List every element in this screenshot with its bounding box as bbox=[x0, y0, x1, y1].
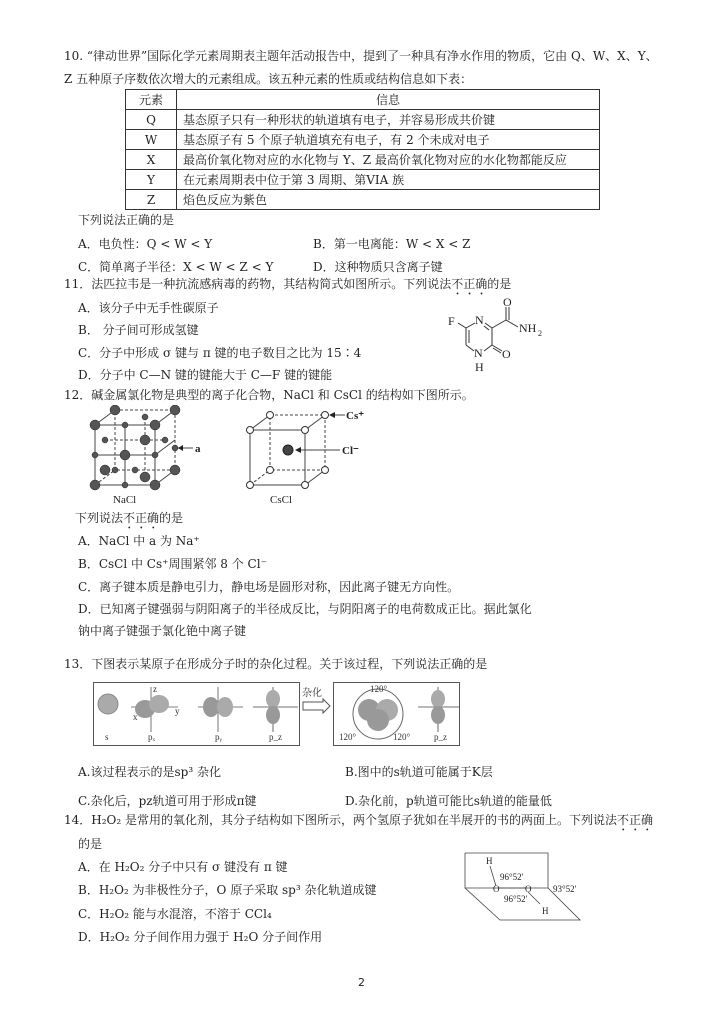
q10-stem-line1: 10. “律动世界”国际化学元素周期表主题年活动报告中，提到了一种具有净水作用的物质，它由 Q、W、X、Y、 bbox=[64, 49, 658, 63]
table-row bbox=[126, 190, 600, 210]
orbital-label-pz: p_z bbox=[269, 732, 282, 742]
table-row bbox=[126, 170, 600, 190]
q14-option-c: C．H₂O₂ 能与水混溶，不溶于 CCl₄ bbox=[78, 907, 272, 921]
axis-y-label: y bbox=[175, 706, 180, 716]
favipiravir-structure bbox=[440, 295, 560, 380]
structure-label-h: H bbox=[475, 360, 484, 374]
orbital-label-px: pₓ bbox=[148, 732, 156, 742]
q13-option-c: C.杂化后，pz轨道可用于形成π键 bbox=[78, 794, 257, 808]
angle-label-right: 120° bbox=[393, 732, 411, 742]
q11-stem-pre: 11．法匹拉韦是一种抗流感病毒的药物，其结构简式如图所示。下列说法 bbox=[64, 277, 452, 291]
cscl-crystal-figure bbox=[245, 405, 375, 505]
q11-option-a: A．该分子中无手性碳原子 bbox=[78, 301, 219, 315]
q11-option-d: D．分子中 C—N 键的键能大于 C—F 键的键能 bbox=[78, 368, 333, 382]
table-cell-element: Y bbox=[126, 170, 177, 190]
q12-option-d-line2: 钠中离子键强于氯化铯中离子键 bbox=[78, 624, 247, 638]
structure-label-nh: NH bbox=[519, 321, 537, 335]
h2o2-dihedral-angle: 93°52′ bbox=[553, 884, 577, 894]
angle-label-left: 120° bbox=[339, 732, 357, 742]
table-cell-element: X bbox=[126, 150, 177, 170]
structure-label-o2: O bbox=[502, 347, 511, 361]
page-number: 2 bbox=[358, 976, 365, 989]
q11-stem-post: 的是 bbox=[487, 277, 512, 291]
table-header-info: 信息 bbox=[177, 90, 600, 110]
nacl-crystal-figure bbox=[85, 405, 215, 505]
q10-stem-line2: Z 五种原子序数依次增大的元素组成。该五种元素的性质或结构信息如下表： bbox=[64, 72, 473, 86]
h2o2-label-o2: O bbox=[525, 884, 532, 894]
q10-prompt: 下列说法正确的是 bbox=[78, 213, 175, 227]
q14-stem-line2: 的是 bbox=[78, 837, 103, 851]
q11-stem-emphasis: 不正确 bbox=[451, 277, 488, 291]
q12-prompt-post: 的是 bbox=[159, 511, 184, 525]
table-cell-info: 基态原子有 5 个原子轨道填充有电子，有 2 个未成对电子 bbox=[177, 130, 600, 150]
structure-label-sub2: 2 bbox=[538, 329, 542, 338]
orbital-label-pz-after: p_z bbox=[434, 732, 447, 742]
h2o2-structure-figure bbox=[460, 848, 590, 923]
q10-option-c: C．简单离子半径：X < W < Z < Y bbox=[78, 260, 274, 274]
q12-stem: 12．碱金属氯化物是典型的离子化合物，NaCl 和 CsCl 的结构如下图所示。 bbox=[64, 388, 474, 402]
q14-option-a: A．在 H₂O₂ 分子中只有 σ 键没有 π 键 bbox=[78, 860, 288, 874]
table-cell-info: 在元素周期表中位于第 3 周期、第VIA 族 bbox=[177, 170, 600, 190]
axis-x-label: x bbox=[133, 712, 138, 722]
orbital-label-s: s bbox=[105, 732, 109, 742]
table-cell-element: Q bbox=[126, 110, 177, 130]
q12-prompt-pre: 下列说法 bbox=[75, 511, 124, 525]
hybridization-arrow-label: 杂化 bbox=[302, 688, 322, 699]
q13-option-b: B.图中的s轨道可能属于K层 bbox=[345, 765, 493, 779]
table-row bbox=[126, 150, 600, 170]
q10-element-table bbox=[125, 89, 600, 210]
cscl-caption: CsCl bbox=[270, 494, 293, 505]
table-header-element: 元素 bbox=[126, 90, 177, 110]
orbital-label-py: pᵧ bbox=[215, 732, 222, 742]
cscl-label-cl: Cl⁻ bbox=[342, 445, 359, 457]
axis-z-label: z bbox=[153, 684, 157, 694]
q10-option-d: D．这种物质只含离子键 bbox=[313, 260, 443, 274]
structure-label-n2: N bbox=[474, 346, 483, 360]
q12-option-b: B．CsCl 中 Cs⁺周围紧邻 8 个 Cl⁻ bbox=[78, 557, 267, 571]
table-header-row bbox=[126, 90, 600, 110]
structure-label-f: F bbox=[448, 314, 455, 328]
q14-stem-emphasis: 不正确 bbox=[617, 813, 654, 827]
q12-option-c: C．离子键本质是静电引力，静电场是圆形对称，因此离子键无方向性。 bbox=[78, 580, 460, 594]
structure-label-o1: O bbox=[503, 295, 512, 309]
table-row bbox=[126, 110, 600, 130]
structure-label-n1: N bbox=[475, 313, 484, 327]
q10-option-b: B．第一电离能：W < X < Z bbox=[313, 237, 471, 251]
nacl-caption: NaCl bbox=[113, 494, 137, 505]
angle-label-top: 120° bbox=[370, 684, 388, 694]
hybridization-figure bbox=[93, 682, 463, 747]
nacl-label-a: a bbox=[195, 443, 201, 455]
q12-option-d-line1: D．已知离子键强弱与阴阳离子的半径成反比，与阴阳离子的电荷数成正比。据此氯化 bbox=[78, 602, 532, 616]
h2o2-label-h2: H bbox=[542, 906, 549, 916]
q10-option-a: A．电负性：Q < W < Y bbox=[78, 237, 213, 251]
q13-option-d: D.杂化前，p轨道可能比s轨道的能量低 bbox=[345, 794, 552, 808]
h2o2-label-h1: H bbox=[486, 856, 493, 866]
table-cell-info: 焰色反应为紫色 bbox=[177, 190, 600, 210]
q11-option-b: B． 分子间可形成氢键 bbox=[78, 323, 199, 337]
q14-option-d: D．H₂O₂ 分子间作用力强于 H₂O 分子间作用 bbox=[78, 930, 323, 944]
q12-prompt-emphasis: 不正确 bbox=[123, 511, 160, 525]
table-cell-info: 最高价氧化物对应的水化物与 Y、Z 最高价氧化物对应的水化物都能反应 bbox=[177, 150, 600, 170]
q14-option-b: B．H₂O₂ 为非极性分子，O 原子采取 sp³ 杂化轨道成键 bbox=[78, 883, 377, 897]
q11-option-c: C．分子中形成 σ 键与 π 键的电子数目之比为 15∶4 bbox=[78, 346, 362, 360]
h2o2-label-o1: O bbox=[493, 884, 500, 894]
q12-prompt bbox=[75, 510, 183, 532]
table-row bbox=[126, 130, 600, 150]
q12-option-a: A．NaCl 中 a 为 Na⁺ bbox=[78, 534, 200, 548]
h2o2-angle-1: 96°52′ bbox=[500, 872, 524, 882]
q13-option-a: A.该过程表示的是sp³ 杂化 bbox=[78, 765, 221, 779]
q14-stem-pre: 14．H₂O₂ 是常用的氧化剂，其分子结构如下图所示，两个氢原子犹如在半展开的书的两面上。下列说法 bbox=[64, 813, 618, 827]
table-cell-element: W bbox=[126, 130, 177, 150]
q14-stem-line1 bbox=[64, 812, 653, 834]
table-cell-info: 基态原子只有一种形状的轨道填有电子，并容易形成共价键 bbox=[177, 110, 600, 130]
table-cell-element: Z bbox=[126, 190, 177, 210]
q13-stem: 13．下图表示某原子在形成分子时的杂化过程。关于该过程，下列说法正确的是 bbox=[64, 657, 488, 671]
h2o2-angle-2: 96°52′ bbox=[504, 894, 528, 904]
cscl-label-cs: Cs⁺ bbox=[346, 410, 365, 422]
